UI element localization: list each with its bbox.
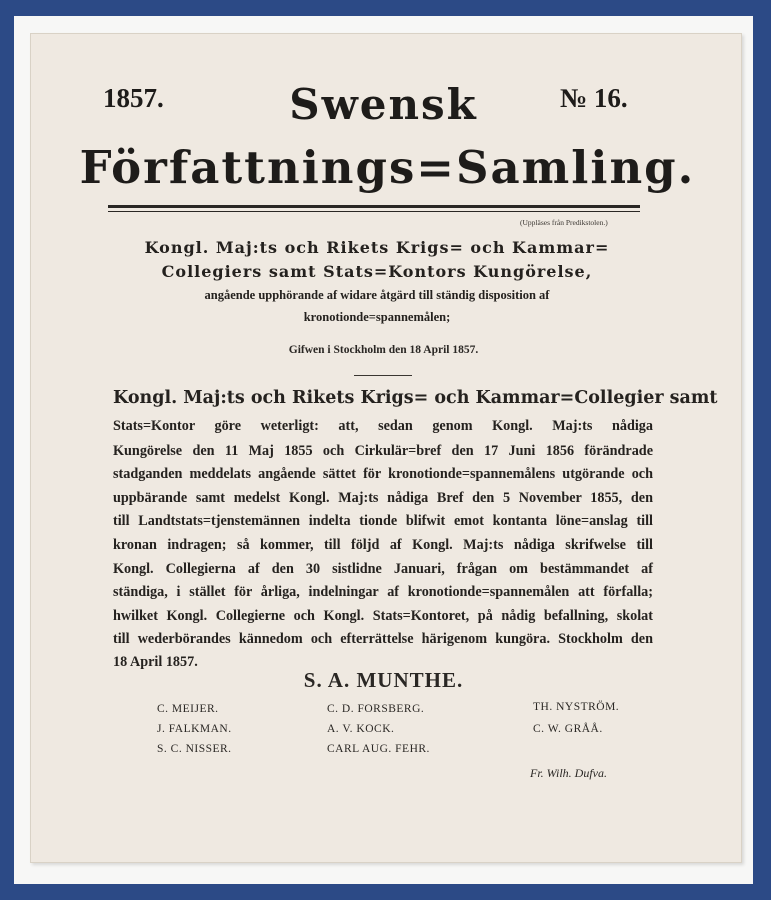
body-line: hwilket Kongl. Collegierne och Kongl. Stats=Kontoret, på nådig befallning, skolat — [113, 608, 653, 624]
signature-name: S. C. NISSER. — [157, 743, 232, 755]
reading-note: (Uppläses från Predikstolen.) — [520, 218, 608, 227]
body-line: 18 April 1857. — [113, 654, 198, 670]
heading-line3: angående upphörande af widare åtgärd till ständig disposition af — [204, 288, 550, 302]
signature-name: CARL AUG. FEHR. — [327, 743, 430, 755]
main-signature: S. A. MUNTHE. — [303, 668, 464, 692]
body-line: Kongl. Maj:ts och Rikets Krigs= och Kammar=Collegier samt — [113, 388, 718, 408]
body-line: Kongl. Collegierna af den 30 sistlidne Januari, frågan om bestämmandet af — [113, 561, 653, 577]
signature-name: C. W. GRÅÅ. — [533, 723, 603, 735]
body-line: Kungörelse den 11 Maj 1855 och Cirkulär=bref den 17 Juni 1856 förändrade — [113, 443, 653, 459]
signature-name: C. MEIJER. — [157, 703, 219, 715]
masthead-rule-thick — [108, 205, 640, 208]
heading-line1: Kongl. Maj:ts och Rikets Krigs= och Kammar= — [144, 238, 610, 257]
body-line: kronan indragen; så kommer, till följd af Kongl. Maj:ts nådiga skrifwelse till — [113, 537, 653, 553]
signature-name: A. V. KOCK. — [327, 723, 395, 735]
section-divider — [354, 375, 412, 376]
body-line: Stats=Kontor göre weterligt: att, sedan genom Kongl. Maj:ts nådiga — [113, 418, 653, 434]
masthead-title-line2: Författnings=Samling. — [79, 141, 696, 194]
body-line: uppbärande samt medelst Kongl. Maj:ts nådiga Bref den 5 November 1855, den — [113, 490, 653, 506]
body-line: ständiga, i stället för årliga, indelningar af kronotionde=spannemålen att förfalla; — [113, 584, 653, 600]
body-line: till Landtstats=tjenstemännen indelta tionde blifwit emot kontanta löne=anslag till — [113, 513, 653, 529]
year-label: 1857. — [103, 83, 164, 113]
heading-line4: kronotionde=spannemålen; — [303, 310, 451, 324]
masthead-title-line1: Swensk — [289, 80, 478, 129]
body-line: till wederbörandes kännedom och efterrättelse härigenom kungöra. Stockholm den — [113, 631, 653, 647]
signature-name: J. FALKMAN. — [157, 723, 232, 735]
masthead-rule-thin — [108, 211, 640, 212]
issue-number: № 16. — [560, 83, 628, 113]
given-date: Gifwen i Stockholm den 18 April 1857. — [288, 344, 479, 356]
signature-name: TH. NYSTRÖM. — [533, 701, 620, 713]
footer-signature: Fr. Wilh. Dufva. — [530, 766, 607, 780]
body-line: stadganden meddelats angående sättet för kronotionde=spannemålens utgörande och — [113, 466, 653, 482]
signature-name: C. D. FORSBERG. — [327, 703, 425, 715]
heading-line2: Collegiers samt Stats=Kontors Kungörelse, — [161, 262, 593, 281]
